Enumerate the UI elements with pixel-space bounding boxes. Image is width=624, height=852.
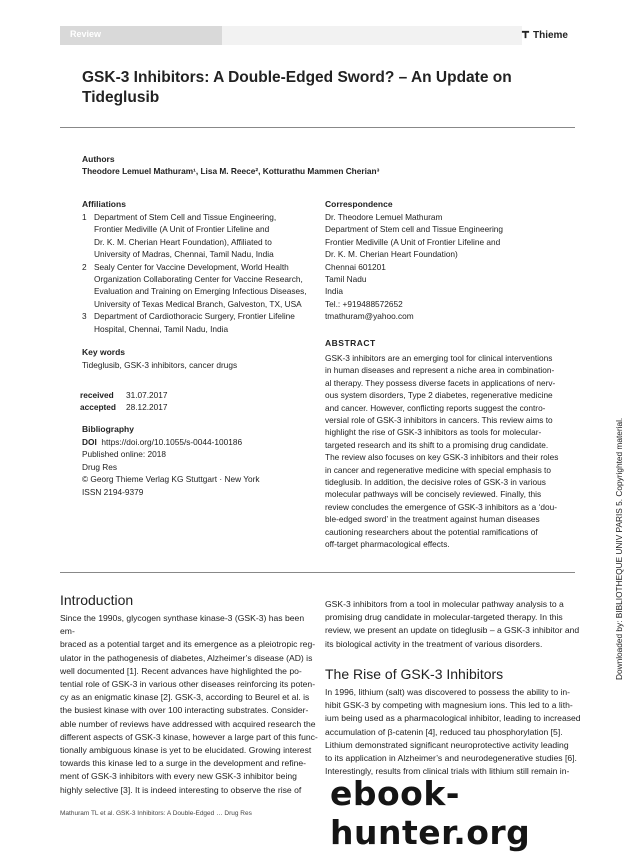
publisher-name: Thieme xyxy=(532,30,568,41)
article-title: GSK-3 Inhibitors: A Double-Edged Sword? – An Update on Tideglusib xyxy=(82,69,512,106)
publisher-logo xyxy=(521,29,568,41)
body-divider xyxy=(60,572,575,573)
author-names: Theodore Lemuel Mathuram¹, Lisa M. Reece², Kotturathu Mammen Cherian³ xyxy=(82,166,380,176)
bibliography-line: ISSN 2194-9379 xyxy=(82,486,144,497)
abstract-text: GSK-3 inhibitors are an emerging tool for clinical interventions in human diseases and represent a niche area in combination- al therapy. They possess diverse facets in applications of nerv- ous system disorders, Type 2 diabetes, regenerative medicine and cancer. However, conflicting reports suggest the contro- versial role of GSK-3 inhibitors in cancers. This review aims to highlight the rise of GSK-3 inhibitors as tools for molecular- targeted research and its shift to a promising drug candidate. The review also focuses on key GSK-3 inhibitors and their roles in cancer and regenerative medicine with special emphasis to tideglusib. In addition, the decisive roles of GSK-3 in various molecular pathways will be concisely reviewed. Finally, this review concludes the emergence of GSK-3 inhibitors as a ‘dou- ble-edged sword’ in the treatment against human diseases cautioning researchers about the potential ramifications of off-target pharmacological effects. xyxy=(325,353,559,550)
bibliography-label: Bibliography xyxy=(82,424,134,434)
affiliation-item: 1 Department of Stem Cell and Tissue Engineering, Frontier Mediville (A Unit of Frontier Lifeline and Dr. K. M. Cherian Heart Foundation), Affiliated to University of Madras, Chennai, Tamil Nadu, India xyxy=(82,212,277,260)
affiliations-list xyxy=(82,211,312,335)
affiliation-item: 3 Department of Cardiothoracic Surgery, Frontier Lifeline Hospital, Chennai, Tamil Nadu, India xyxy=(82,311,295,334)
keywords-label: Key words xyxy=(82,347,125,357)
doi-label: DOI xyxy=(82,437,97,447)
dates-table xyxy=(80,389,178,414)
bibliography-line: Published online: 2018 xyxy=(82,449,166,460)
rise-heading: The Rise of GSK-3 Inhibitors xyxy=(325,666,504,682)
download-notice: Downloaded by: BIBLIOTHEQUE UNIV PARIS 5. Copyrighted material. xyxy=(614,417,624,680)
received-date: 31.07.2017 xyxy=(125,390,168,400)
header-bar-fill xyxy=(222,26,522,45)
abstract-label: ABSTRACT xyxy=(325,338,376,348)
intro-text: Since the 1990s, glycogen synthase kinase-3 (GSK-3) has been em- braced as a potential target and its emergence as a pleiotropic reg- ulator in the pathogenesis of diabetes, Alzheimer’s disease (AD) is well documented [1]. Recent advances have highlighted the po- tential role of GSK-3 in various other diseases reinforcing its poten- cy as an enigmatic kinase [2]. GSK-3, according to Beurel et al. is the busiest kinase with over 100 interacting substrates. Consider- able number of reviews have addressed with acquired research the different aspects of GSK-3 kinase, however a large part of this func- tionally ambiguous kinase is yet to be elucidated. Growing interest towards this kinase led to a surge in the development and refine- ment of GSK-3 inhibitors with every new GSK-3 inhibitor being highly selective [3]. It is indeed interesting to observe the rise of xyxy=(60,613,318,795)
received-label: received xyxy=(80,390,114,400)
title-divider xyxy=(60,127,575,128)
bibliography-line: © Georg Thieme Verlag KG Stuttgart · New York xyxy=(82,474,260,485)
doi-link[interactable]: https://doi.org/10.1055/s-0044-100186 xyxy=(101,437,243,447)
section-tag: Review xyxy=(70,29,102,39)
section-tag-bar xyxy=(60,26,222,45)
intro-continued-text: GSK-3 inhibitors from a tool in molecular pathway analysis to a promising drug candidate in molecular-targeted therapy. In this review, we present an update on tideglusib – a GSK-3 inhibitor and its biological activity in the treatment of various disorders. xyxy=(325,599,580,649)
email-link[interactable]: tmathuram@yahoo.com xyxy=(325,311,414,322)
page-footer: Mathuram TL et al. GSK-3 Inhibitors: A Double-Edged … Drug Res xyxy=(60,810,252,817)
accepted-date: 28.12.2017 xyxy=(125,402,168,413)
thieme-logo-icon xyxy=(521,30,530,39)
accepted-label: accepted xyxy=(80,402,116,413)
keywords-text: Tideglusib, GSK-3 inhibitors, cancer drugs xyxy=(82,360,238,370)
watermark: ebook-hunter.org xyxy=(330,774,531,852)
bibliography-block xyxy=(82,436,322,498)
authors-label: Authors xyxy=(82,154,115,164)
intro-heading: Introduction xyxy=(60,592,134,608)
correspondence-block: Dr. Theodore Lemuel Mathuram Department of Stem cell and Tissue Engineering Frontier Mediville (A Unit of Frontier Lifeline and Dr. K. M. Cherian Heart Foundation) Chennai 601201 Tamil Nadu India Tel.: +919488572652 tmathuram@yahoo.com xyxy=(325,211,575,323)
bibliography-line: Drug Res xyxy=(82,461,118,472)
affiliations-label: Affiliations xyxy=(82,199,126,209)
correspondence-label: Correspondence xyxy=(325,199,393,209)
affiliation-item: 2 Sealy Center for Vaccine Development, World Health Organization Collaborating Center for Vaccine Research, Evaluation and Training on Emerging Infectious Diseases, University of Texas Medical Branch, Galveston, TX, USA xyxy=(82,261,307,309)
rise-text: In 1996, lithium (salt) was discovered to possess the ability to in- hibit GSK-3 by competing with magnesium ions. This led to a lith- ium being used as a pharmacological inhibitor, leading to increased accumulation of β-catenin [4], reduced tau phosphorylation [5]. Lithium demonstrated significant neuroprotective activity leading to its application in Alzheimer’s and neurodegenerative studies [6]. Interestingly, results from clinical trials with lithium still remain in- xyxy=(325,687,581,777)
